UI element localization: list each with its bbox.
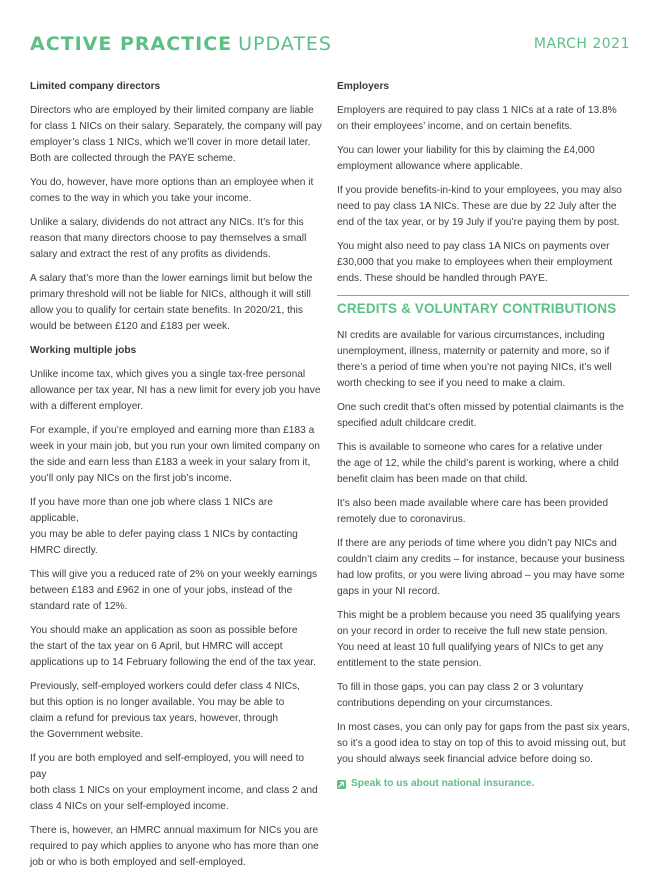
text-line: In most cases, you can only pay for gaps from the past six years, (337, 722, 630, 733)
text-line: the start of the tax year on 6 April, but HMRC will accept (30, 641, 283, 652)
text-line: allowance per tax year, NI has a new limit for every job you have (30, 385, 321, 396)
text-line: end of the tax year, or by 19 July if you’re paying them by post. (337, 217, 620, 228)
text-line: reason that many directors choose to pay themselves a small (30, 233, 307, 244)
paragraph (337, 103, 632, 135)
paragraph (30, 623, 322, 671)
text-line: between £183 and £962 in one of your jobs, instead of the (30, 585, 293, 596)
subheading-limited-company-directors: Limited company directors (30, 81, 161, 92)
text-line: It’s also been made available where care has been provided (337, 498, 609, 509)
text-line: NI credits are available for various circumstances, including (337, 330, 605, 341)
text-line: comes to the way in which you take your income. (30, 193, 252, 204)
text-line: You do, however, have more options than an employee when it (30, 177, 314, 188)
text-line: This might be a problem because you need 35 qualifying years (337, 610, 621, 621)
cta-label[interactable]: Speak to us about national insurance. (351, 778, 535, 789)
text-line: had low profits, or you were living abroad – you may have some (337, 570, 625, 581)
text-line: You need at least 10 full qualifying years of NICs to get any (337, 642, 604, 653)
text-line: you may be able to defer paying class 1 NICs by contacting (30, 529, 298, 540)
section-credits-voluntary-contributions (337, 295, 632, 318)
paragraph (30, 423, 322, 487)
brand-suffix: UPDATES (238, 33, 332, 55)
paragraph (337, 183, 632, 231)
text-line: the age of 12, while the child’s parent is working, where a child (337, 458, 619, 469)
text-line: primary threshold will not be liable for NICs, although it will still (30, 289, 311, 300)
page-header (30, 33, 630, 55)
text-line: You should make an application as soon as possible before (30, 625, 298, 636)
text-line: required to pay which applies to anyone who has more than one (30, 841, 319, 852)
text-line: gaps in your NI record. (337, 586, 441, 597)
text-line: Directors who are employed by their limited company are liable (30, 105, 314, 116)
text-line: Unlike income tax, which gives you a single tax-free personal (30, 369, 306, 380)
text-line: This will give you a reduced rate of 2% on your weekly earnings (30, 569, 318, 580)
brand-name: ACTIVE PRACTICE (30, 33, 233, 55)
paragraph (337, 400, 632, 432)
paragraph (30, 495, 322, 559)
text-line: This is available to someone who cares for a relative under (337, 442, 603, 453)
subheading-employers: Employers (337, 81, 390, 92)
paragraph (30, 175, 322, 207)
paragraph (30, 215, 322, 263)
text-line: with a different employer. (30, 401, 144, 412)
text-line: One such credit that’s often missed by potential claimants is the (337, 402, 624, 413)
text-line: job or who is both employed and self-employed. (30, 857, 246, 868)
text-line: but this option is no longer available. You may be able to (30, 697, 285, 708)
text-line: the Government website. (30, 729, 144, 740)
cta-link[interactable] (337, 776, 632, 792)
text-line: you should always seek financial advice before doing so. (337, 754, 593, 765)
text-line: You might also need to pay class 1A NICs on payments over (337, 241, 610, 252)
text-line: would be between £120 and £183 per week. (30, 321, 230, 332)
text-line: Employers are required to pay class 1 NICs at a rate of 13.8% (337, 105, 617, 116)
text-line: for class 1 NICs on their salary. Separately, the company will pay (30, 121, 322, 132)
paragraph (30, 271, 322, 335)
text-line: class 4 NICs on your self-employed income. (30, 801, 229, 812)
text-line: both class 1 NICs on your employment income, and class 2 and (30, 785, 318, 796)
subheading-working-multiple-jobs: Working multiple jobs (30, 345, 137, 356)
text-line: There is, however, an HMRC annual maximum for NICs you are (30, 825, 319, 836)
section-title: CREDITS & VOLUNTARY CONTRIBUTIONS (337, 301, 617, 316)
text-line: unemployment, illness, maternity or paternity and more, so if (337, 346, 610, 357)
text-line: claim a refund for previous tax years, however, through (30, 713, 279, 724)
text-line: salary and extract the rest of any profits as dividends. (30, 249, 271, 260)
text-line: If you provide benefits-in-kind to your employees, you may also (337, 185, 622, 196)
text-line: If you are both employed and self-employed, you will need to pay (30, 753, 305, 780)
text-line: benefit claim has been made on that child. (337, 474, 528, 485)
text-line: If you have more than one job where class 1 NICs are applicable, (30, 497, 273, 524)
text-line: You can lower your liability for this by claiming the £4,000 (337, 145, 595, 156)
text-line: Both are collected through the PAYE scheme. (30, 153, 236, 164)
paragraph (337, 536, 632, 600)
paragraph (337, 680, 632, 712)
arrow-box-icon (337, 780, 346, 789)
text-line: on your record in order to receive the full new state pension. (337, 626, 608, 637)
text-line: specified adult childcare credit. (337, 418, 477, 429)
text-line: applications up to 14 February following the end of the tax year. (30, 657, 316, 668)
paragraph (30, 367, 322, 415)
paragraph (30, 103, 322, 167)
text-line: the side and earn less than £183 a week in your salary from it, (30, 457, 311, 468)
text-line: week in your main job, but you run your own limited company on (30, 441, 320, 452)
paragraph (337, 440, 632, 488)
issue-date: MARCH 2021 (533, 36, 630, 52)
text-line: Unlike a salary, dividends do not attract any NICs. It’s for this (30, 217, 304, 228)
right-column (337, 79, 632, 792)
text-line: there’s a period of time when you’re not paying NICs, it’s well (337, 362, 612, 373)
paragraph (30, 823, 322, 871)
text-line: contributions depending on your circumstances. (337, 698, 553, 709)
text-line: remotely due to coronavirus. (337, 514, 466, 525)
newsletter-title (30, 33, 332, 55)
text-line: standard rate of 12%. (30, 601, 128, 612)
text-line: so it’s a good idea to stay on top of this to avoid missing out, but (337, 738, 626, 749)
text-line: employment allowance where applicable. (337, 161, 523, 172)
text-line: employer’s class 1 NICs, which we’ll cover in more detail later. (30, 137, 311, 148)
text-line: To fill in those gaps, you can pay class 2 or 3 voluntary (337, 682, 584, 693)
text-line: Previously, self-employed workers could defer class 4 NICs, (30, 681, 300, 692)
text-line: For example, if you’re employed and earning more than £183 a (30, 425, 315, 436)
text-line: on their employees’ income, and on certain benefits. (337, 121, 573, 132)
text-line: need to pay class 1A NICs. These are due by 22 July after the (337, 201, 617, 212)
text-line: HMRC directly. (30, 545, 98, 556)
paragraph (337, 239, 632, 287)
paragraph (337, 496, 632, 528)
text-line: worth checking to see if you need to make a claim. (337, 378, 566, 389)
left-column (30, 79, 322, 874)
paragraph (337, 328, 632, 392)
text-line: ends. These should be handled through PAYE. (337, 273, 548, 284)
text-line: you’ll only pay NICs on the first job’s income. (30, 473, 232, 484)
text-line: couldn’t claim any credits – for instance, because your business (337, 554, 625, 565)
text-line: allow you to qualify for certain state benefits. In 2020/21, this (30, 305, 303, 316)
text-line: entitlement to the state pension. (337, 658, 482, 669)
text-line: A salary that’s more than the lower earnings limit but below the (30, 273, 313, 284)
section-divider (337, 295, 629, 296)
paragraph (337, 720, 632, 768)
paragraph (30, 751, 322, 815)
text-line: If there are any periods of time where you didn’t pay NICs and (337, 538, 617, 549)
paragraph (30, 679, 322, 743)
text-line: £30,000 that you make to employees when their employment (337, 257, 613, 268)
paragraph (337, 608, 632, 672)
paragraph (337, 143, 632, 175)
paragraph (30, 567, 322, 615)
